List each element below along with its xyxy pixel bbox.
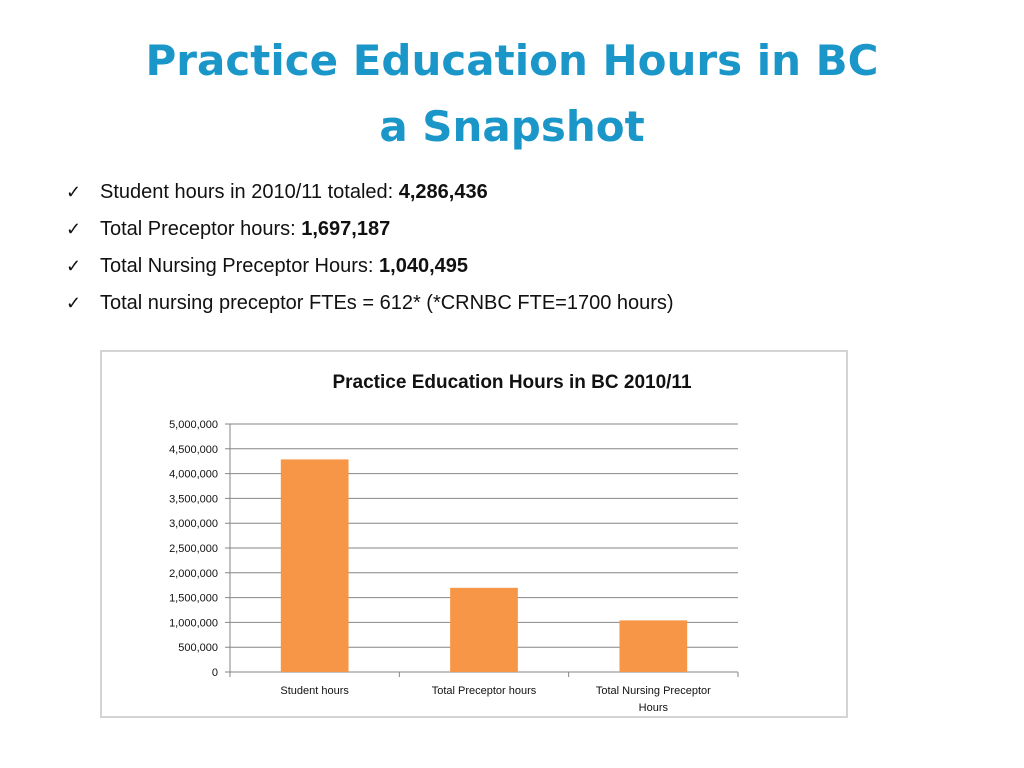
y-tick-label: 3,500,000: [169, 493, 218, 506]
bar-chart: [102, 352, 846, 716]
y-tick-label: 4,000,000: [169, 468, 218, 481]
bar: [281, 459, 349, 672]
check-icon: ✓: [66, 256, 82, 276]
chart-frame: [100, 350, 848, 718]
bullet-text: Total Nursing Preceptor Hours:: [100, 255, 380, 277]
bullet-item: [64, 211, 964, 248]
check-icon: ✓: [66, 293, 82, 313]
y-tick-label: 2,500,000: [169, 543, 218, 555]
x-category-label: Total Preceptor hours: [431, 685, 537, 697]
chart-title: Practice Education Hours in BC 2010/11: [332, 372, 692, 393]
y-tick-label: 3,000,000: [169, 518, 218, 531]
bar: [450, 588, 518, 672]
y-tick-label: 4,500,000: [169, 443, 218, 456]
slide-title-line-1: Practice Education Hours in BC: [145, 36, 879, 85]
bullet-list: [64, 174, 964, 322]
slide-title: [0, 28, 1024, 160]
bullet-text: Total Preceptor hours:: [100, 218, 302, 240]
bullet-item: [64, 285, 964, 322]
y-tick-label: 500,000: [178, 642, 218, 655]
bar: [619, 620, 687, 672]
y-tick-label: 1,500,000: [169, 592, 218, 605]
bullet-item: [64, 248, 964, 285]
check-icon: ✓: [66, 182, 82, 202]
bullet-text: Total nursing preceptor FTEs = 612* (*CRNBC FTE=1700 hours): [100, 292, 674, 314]
y-tick-label: 5,000,000: [169, 419, 218, 431]
check-icon: ✓: [66, 219, 82, 239]
bullet-item: [64, 174, 964, 211]
x-category-label: Total Nursing Preceptor Hours: [595, 685, 711, 714]
bullet-value: 4,286,436: [398, 181, 488, 203]
y-tick-label: 2,000,000: [169, 567, 218, 580]
bullet-value: 1,040,495: [379, 255, 468, 277]
bullet-text: Student hours in 2010/11 totaled:: [100, 181, 399, 203]
bullet-value: 1,697,187: [301, 218, 391, 240]
x-category-label: Student hours: [280, 685, 349, 697]
y-tick-label: 0: [211, 667, 218, 679]
slide-title-line-2: a Snapshot: [379, 102, 645, 151]
y-tick-label: 1,000,000: [169, 617, 218, 630]
